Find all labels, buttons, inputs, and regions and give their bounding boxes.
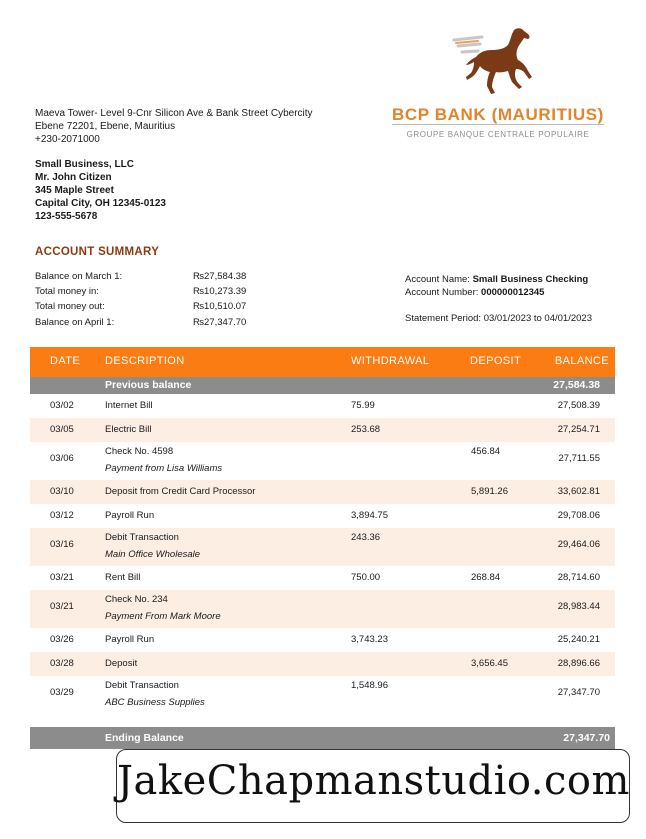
summary-value: ₨10,510.07 [193, 301, 247, 312]
row-description: Internet Bill [105, 400, 153, 411]
row-withdrawal: 1,548.96 [351, 680, 388, 691]
header-withdrawal: WITHDRAWAL [351, 355, 430, 367]
previous-balance-value: 27,584.38 [553, 379, 600, 391]
summary-label: Total money in: [35, 286, 99, 297]
customer-city: Capital City, OH 12345-0123 [35, 198, 166, 209]
row-date: 03/21 [50, 572, 74, 583]
row-balance: 25,240.21 [557, 634, 600, 645]
table-header [30, 347, 615, 377]
summary-value: ₨10,273.39 [193, 286, 247, 297]
account-name [405, 274, 588, 285]
customer-company: Small Business, LLC [35, 159, 134, 170]
bank-name: BCP BANK (MAURITIUS) [392, 105, 604, 124]
summary-label: Total money out: [35, 301, 105, 312]
previous-balance-row [30, 377, 615, 394]
bank-logo [378, 22, 618, 142]
row-description: Check No. 234 [105, 594, 168, 605]
row-description: Payroll Run [105, 510, 155, 521]
previous-balance-label: Previous balance [105, 379, 192, 391]
ending-balance-value: 27,347.70 [563, 732, 610, 744]
row-withdrawal: 75.99 [351, 400, 375, 411]
table-row [30, 418, 615, 442]
logo-divider [392, 124, 604, 125]
statement-period [405, 313, 592, 324]
row-date: 03/06 [50, 453, 74, 464]
table-spacer [30, 714, 615, 727]
table-row [30, 628, 615, 652]
table-row [30, 504, 615, 528]
row-date: 03/28 [50, 658, 74, 669]
row-balance: 28,714.60 [557, 572, 600, 583]
bank-address-line: Maeva Tower- Level 9-Cnr Silicon Ave & Bank Street Cybercity [35, 108, 313, 119]
row-description: Debit Transaction [105, 532, 179, 543]
row-withdrawal: 243.36 [351, 532, 381, 543]
row-description: Check No. 4598 [105, 446, 174, 457]
header-date: DATE [50, 355, 81, 367]
account-summary-title: ACCOUNT SUMMARY [35, 246, 160, 258]
summary-label: Balance on April 1: [35, 317, 115, 328]
row-date: 03/02 [50, 400, 74, 411]
account-number-label: Account Number: [405, 287, 479, 298]
account-number-value: 000000012345 [481, 287, 545, 298]
row-date: 03/26 [50, 634, 74, 645]
table-row [30, 480, 615, 504]
row-deposit: 5,891.26 [471, 486, 508, 497]
table-row [30, 566, 615, 590]
table-row [30, 590, 615, 628]
row-description: Rent Bill [105, 572, 141, 583]
row-date: 03/21 [50, 601, 74, 612]
bank-address [35, 107, 313, 146]
row-description: Electric Bill [105, 424, 152, 435]
customer-name: Mr. John Citizen [35, 172, 112, 183]
row-description: Deposit from Credit Card Processor [105, 486, 256, 497]
row-memo: Payment From Mark Moore [105, 611, 221, 622]
header-deposit: DEPOSIT [470, 355, 522, 367]
table-row [30, 528, 615, 566]
row-balance: 29,708.06 [557, 510, 600, 521]
row-balance: 27,711.55 [558, 453, 600, 464]
row-memo: Main Office Wholesale [105, 549, 201, 560]
row-memo: ABC Business Supplies [105, 697, 205, 708]
row-date: 03/10 [50, 486, 74, 497]
row-balance: 27,347.70 [557, 687, 600, 698]
summary-label: Balance on March 1: [35, 271, 123, 282]
row-withdrawal: 3,743.23 [351, 634, 388, 645]
row-withdrawal: 750.00 [351, 572, 381, 583]
statement-period-value: 03/01/2023 to 04/01/2023 [483, 313, 592, 324]
account-number [405, 287, 544, 298]
statement-period-label: Statement Period: [405, 313, 482, 324]
row-description: Debit Transaction [105, 680, 179, 691]
row-balance: 27,254.71 [557, 424, 600, 435]
summary-value: ₨27,347.70 [193, 317, 247, 328]
ending-balance-row [30, 727, 615, 749]
table-row [30, 442, 615, 480]
customer-street: 345 Maple Street [35, 185, 114, 196]
row-date: 03/29 [50, 687, 74, 698]
account-name-label: Account Name: [405, 274, 470, 285]
row-description: Deposit [105, 658, 138, 669]
ending-balance-label: Ending Balance [105, 732, 184, 744]
watermark-banner [116, 749, 630, 823]
bank-phone: +230-2071000 [35, 134, 100, 145]
row-balance: 27,508.39 [557, 400, 600, 411]
header-balance: BALANCE [554, 355, 609, 367]
table-row [30, 394, 615, 418]
table-row [30, 676, 615, 714]
row-date: 03/12 [50, 510, 74, 521]
row-withdrawal: 253.68 [351, 424, 381, 435]
row-balance: 28,896.66 [557, 658, 600, 669]
row-balance: 29,464.06 [557, 539, 600, 550]
row-deposit: 456.84 [471, 446, 501, 457]
row-date: 03/16 [50, 539, 74, 550]
bank-address-line: Ebene 72201, Ebene, Mauritius [35, 121, 176, 132]
customer-phone: 123-555-5678 [35, 211, 98, 222]
header-description: DESCRIPTION [105, 355, 185, 367]
watermark-text: JakeChapmanstudio.com [117, 758, 630, 804]
account-name-value: Small Business Checking [472, 274, 589, 285]
row-balance: 33,602.81 [557, 486, 600, 497]
row-description: Payroll Run [105, 634, 155, 645]
summary-value: ₨27,584.38 [193, 271, 247, 282]
bank-subtitle: GROUPE BANQUE CENTRALE POPULAIRE [406, 130, 590, 139]
row-deposit: 3,656.45 [471, 658, 508, 669]
customer-address [35, 158, 166, 223]
horse-icon [452, 25, 542, 103]
row-memo: Payment from Lisa Williams [105, 463, 223, 474]
row-withdrawal: 3,894.75 [351, 510, 388, 521]
row-deposit: 268.84 [471, 572, 501, 583]
row-balance: 28,983.44 [557, 601, 600, 612]
transactions-table [30, 347, 615, 749]
table-row [30, 652, 615, 676]
row-date: 03/05 [50, 424, 74, 435]
